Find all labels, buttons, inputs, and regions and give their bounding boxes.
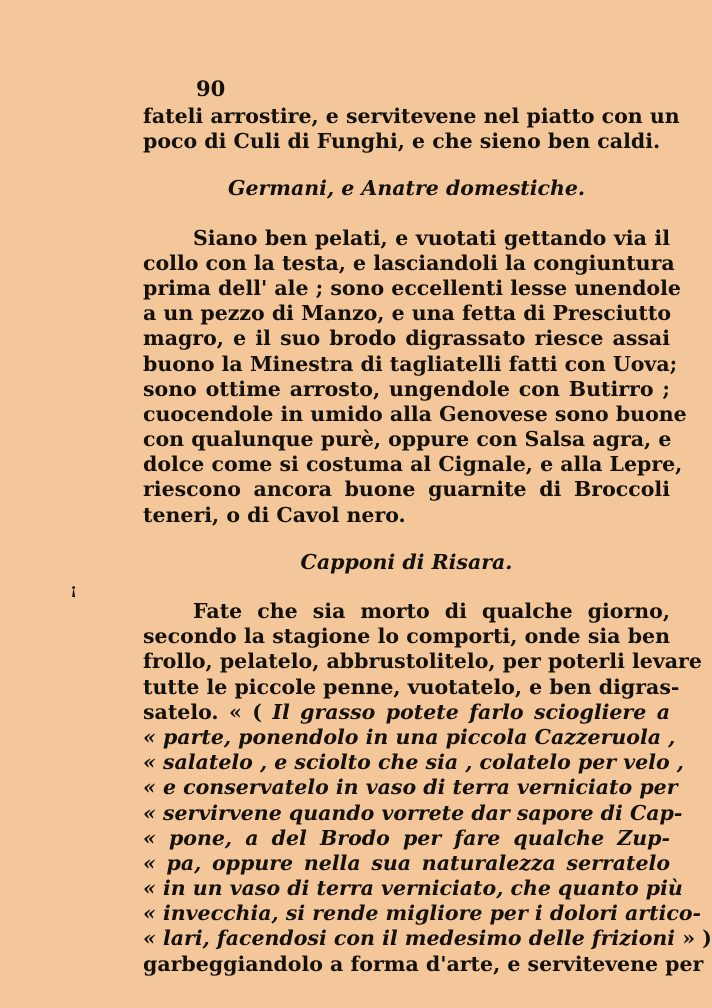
italic-run: « lari, facendosi con il medesimo delle frizioni [143, 926, 676, 951]
text-line: Fate che sia morto di qualche giorno, [193, 599, 670, 623]
text-line: riescono ancora buone guarnite di Broccoli [143, 477, 670, 502]
text-line: fateli arrostire, e servitevene nel piatto con un [143, 104, 680, 128]
section-heading: Germani, e Anatre domestiche. [227, 176, 586, 201]
text-line [143, 700, 670, 725]
section-heading: Capponi di Risara. [300, 549, 513, 574]
text-line: tutte le piccole penne, vuotatelo, e ben digras- [143, 674, 680, 699]
text-line: sono ottime arrosto, ungendole con Butirro ; [143, 376, 670, 401]
margin-mark: ꜟ [70, 574, 78, 604]
text-line: Siano ben pelati, e vuotati gettando via il [193, 225, 670, 250]
text-line: buono la Minestra di tagliatelli fatti con Uova; [143, 351, 678, 376]
italic-line: « salatelo , e sciolto che sia , colatelo per velo , [143, 750, 684, 775]
text-line: poco di Culi di Funghi, e che sieno ben caldi. [143, 129, 661, 154]
text-line: cuocendole in umido alla Genovese sono buone [143, 401, 687, 426]
italic-line: « in un vaso di terra verniciato, che quanto più [143, 876, 683, 901]
text-line: prima dell' ale ; sono eccellenti lesse unendole [143, 275, 681, 300]
italic-line: « pa, oppure nella sua naturalezza serratelo [143, 850, 670, 875]
text-run: » ) [675, 926, 712, 951]
text-run: satelo. « ( [143, 699, 273, 724]
text-line: a un pezzo di Manzo, e una fetta di Presciutto [143, 301, 672, 326]
italic-line: « pone, a del Brodo per fare qualche Zup- [143, 825, 670, 850]
text-line: con qualunque purè, oppure con Salsa agra, e [143, 427, 672, 452]
text-line: garbeggiandolo a forma d'arte, e servitevene per [143, 951, 704, 976]
text-line: secondo la stagione lo comporti, onde sia ben [143, 624, 670, 649]
italic-line: « servirvene quando vorrete dar sapore di Cap- [143, 800, 683, 825]
italic-run: Il grasso potete farlo sciogliere a [272, 699, 670, 724]
page-number: 90 [196, 76, 226, 101]
text-line: magro, e il suo brodo digrassato riesce assai [143, 326, 670, 351]
text-line: teneri, o di Cavol nero. [143, 502, 406, 527]
text-line: frollo, pelatelo, abbrustolitelo, per poterli levare [143, 649, 702, 674]
italic-line: « e conservatelo in vaso di terra verniciato per [143, 775, 678, 800]
page-body [143, 104, 712, 977]
italic-line: « parte, ponendolo in una piccola Cazzeruola , [143, 724, 676, 749]
text-line: collo con la testa, e lasciandoli la congiuntura [143, 250, 675, 275]
italic-line: « invecchia, si rende migliore per i dolori artico- [143, 901, 702, 926]
text-line [143, 926, 712, 951]
text-line: dolce come si costuma al Cignale, e alla Lepre, [143, 452, 683, 477]
